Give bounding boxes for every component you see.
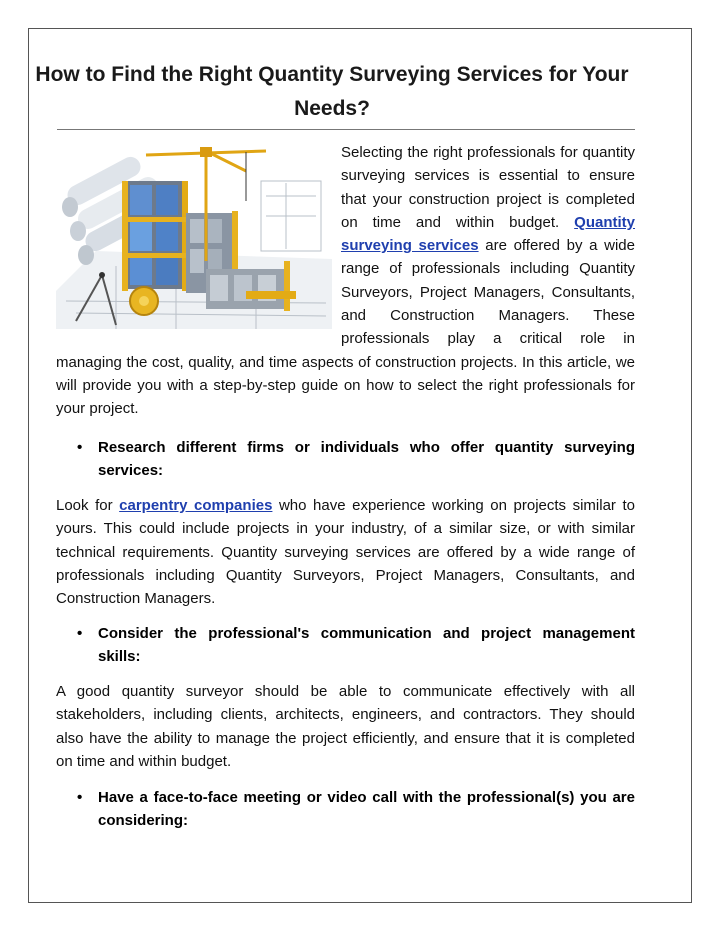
section-1-text-after: who have experience working on projects similar to yours. This could include projects in your industry, of a similar size, or with similar technical requirements. Quantity surveying services are offered by a wide range of professionals including Quantity Surveyors, Project Managers, Consultants, and Construction Managers. <box>56 497 635 608</box>
bullet-icon: • <box>77 439 83 456</box>
bullet-text: Have a face-to-face meeting or video call with the professional(s) you are considering: <box>98 789 635 830</box>
bullet-icon: • <box>77 625 83 642</box>
bullet-face-to-face-meeting <box>77 786 635 833</box>
intro-text-part2: are offered by a wide range of professionals including Quantity Surveyors, Project Managers, Consultants, and Construction Managers. These professionals play a critical role in managing the cost, quality, and time aspects of construction projects. In this article, we will provide you with a step-by-step guide on how to select the right professionals for your project. <box>56 237 635 418</box>
bullet-text: Research different firms or individuals who offer quantity surveying services: <box>98 439 635 480</box>
section-1-paragraph <box>56 494 635 610</box>
intro-paragraph <box>56 141 635 421</box>
bullet-icon: • <box>77 789 83 806</box>
intro-text-part1: Selecting the right professionals for quantity surveying services is essential to ensure that your construction project is completed on time and within budget. <box>341 144 635 231</box>
section-1-text-before: Look for <box>56 497 120 514</box>
carpentry-companies-link[interactable]: carpentry companies <box>119 497 273 514</box>
bullet-research-firms <box>77 436 635 483</box>
bullet-text: Consider the professional's communication and project management skills: <box>98 625 635 666</box>
title-divider <box>57 129 635 130</box>
quantity-surveying-services-link[interactable]: Quantity surveying services <box>341 213 635 255</box>
bullet-communication-skills <box>77 622 635 669</box>
section-2-paragraph: A good quantity surveyor should be able to communicate effectively with all stakeholders, including clients, architects, engineers, and contractors. They should also have the ability to manage the project efficiently, and ensure that it is completed on time and within budget. <box>56 683 635 770</box>
document-title: How to Find the Right Quantity Surveying Services for Your Needs? <box>35 63 629 120</box>
image-float-spacer <box>56 141 341 328</box>
